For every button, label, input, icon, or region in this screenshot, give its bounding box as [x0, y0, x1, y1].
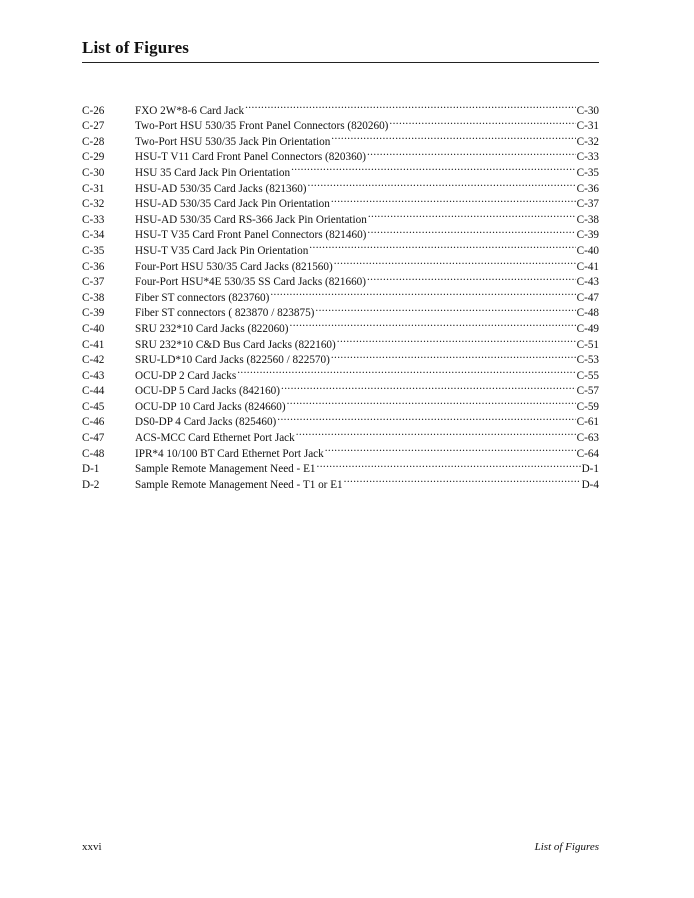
figure-title: Four-Port HSU 530/35 Card Jacks (821560)	[135, 260, 333, 273]
list-item[interactable]	[82, 98, 599, 117]
figure-title: OCU-DP 5 Card Jacks (842160)	[135, 385, 281, 398]
figure-number: C-31	[82, 182, 105, 195]
figure-number: C-48	[82, 447, 105, 460]
figure-number: C-26	[82, 104, 105, 117]
dot-leader	[366, 223, 575, 239]
dot-leader	[236, 363, 575, 379]
figure-number: D-1	[82, 463, 100, 476]
dot-leader	[289, 316, 576, 332]
figure-number: C-35	[82, 244, 105, 257]
figure-number: D-2	[82, 478, 100, 491]
figure-page: C-47	[576, 291, 599, 304]
figure-page: C-40	[576, 244, 599, 257]
figure-number: C-29	[82, 151, 105, 164]
figure-number: C-28	[82, 135, 105, 148]
figure-number: C-46	[82, 416, 105, 429]
figure-page: C-37	[576, 198, 599, 211]
figure-page: C-35	[576, 166, 599, 179]
dot-leader	[366, 270, 576, 286]
figure-page: C-31	[576, 120, 599, 133]
dot-leader	[314, 301, 575, 317]
figure-number: C-37	[82, 276, 105, 289]
dot-leader	[330, 192, 576, 208]
figure-number: C-47	[82, 432, 105, 445]
figure-number: C-36	[82, 260, 105, 273]
dot-leader	[280, 379, 576, 395]
figure-page: C-55	[576, 369, 599, 382]
figure-number: C-42	[82, 354, 105, 367]
dot-leader	[269, 285, 575, 301]
figure-title: FXO 2W*8-6 Card Jack	[135, 104, 245, 117]
figure-title: HSU-T V35 Card Jack Pin Orientation	[135, 244, 309, 257]
figure-number: C-43	[82, 369, 105, 382]
figure-title: Fiber ST connectors ( 823870 / 823875)	[135, 307, 315, 320]
figure-title: HSU 35 Card Jack Pin Orientation	[135, 166, 291, 179]
figure-title: SRU 232*10 C&D Bus Card Jacks (822160)	[135, 338, 336, 351]
figure-title: HSU-T V35 Card Front Panel Connectors (821460)	[135, 229, 367, 242]
figure-title: Sample Remote Management Need - T1 or E1	[135, 478, 343, 491]
figure-title: HSU-AD 530/35 Card Jack Pin Orientation	[135, 198, 330, 211]
figure-number: C-45	[82, 400, 105, 413]
title-rule	[82, 62, 599, 63]
figure-page: C-43	[576, 276, 599, 289]
figure-page: D-4	[581, 478, 599, 491]
figure-title: HSU-AD 530/35 Card Jacks (821360)	[135, 182, 307, 195]
figure-page: C-30	[576, 104, 599, 117]
dot-leader	[295, 425, 576, 441]
figure-number: C-34	[82, 229, 105, 242]
dot-leader	[336, 332, 576, 348]
footer-page-number: xxvi	[82, 841, 102, 853]
figure-title: SRU-LD*10 Card Jacks (822560 / 822570)	[135, 354, 330, 367]
figure-title: Four-Port HSU*4E 530/35 SS Card Jacks (821660)	[135, 276, 366, 289]
figure-page: C-36	[576, 182, 599, 195]
figure-list	[82, 98, 599, 491]
figure-title: SRU 232*10 Card Jacks (822060)	[135, 322, 289, 335]
figure-title: ACS-MCC Card Ethernet Port Jack	[135, 432, 295, 445]
figure-title: Fiber ST connectors (823760)	[135, 291, 270, 304]
figure-title: HSU-T V11 Card Front Panel Connectors (820360)	[135, 151, 366, 164]
figure-page: C-32	[576, 135, 599, 148]
dot-leader	[333, 254, 576, 270]
dot-leader	[286, 394, 576, 410]
page-title: List of Figures	[82, 38, 189, 57]
figure-page: C-41	[576, 260, 599, 273]
dot-leader	[316, 457, 581, 473]
figure-number: C-41	[82, 338, 105, 351]
figure-page: C-57	[576, 385, 599, 398]
figure-page: D-1	[581, 463, 599, 476]
figure-title: HSU-AD 530/35 Card RS-366 Jack Pin Orientation	[135, 213, 367, 226]
figure-title: OCU-DP 2 Card Jacks	[135, 369, 237, 382]
figure-number: C-44	[82, 385, 105, 398]
figure-number: C-33	[82, 213, 105, 226]
figure-number: C-39	[82, 307, 105, 320]
figure-page: C-53	[576, 354, 599, 367]
dot-leader	[330, 129, 575, 145]
dot-leader	[388, 114, 575, 130]
dot-leader	[366, 145, 576, 161]
dot-leader	[308, 238, 575, 254]
footer-section-title: List of Figures	[534, 841, 599, 853]
dot-leader	[330, 348, 576, 364]
figure-page: C-38	[576, 213, 599, 226]
dot-leader	[343, 472, 581, 488]
dot-leader	[324, 441, 576, 457]
figure-title: DS0-DP 4 Card Jacks (825460)	[135, 416, 277, 429]
figure-title: Two-Port HSU 530/35 Front Panel Connectors (820260)	[135, 120, 389, 133]
figure-page: C-51	[576, 338, 599, 351]
figure-page: C-61	[576, 416, 599, 429]
figure-number: C-30	[82, 166, 105, 179]
figure-title: Two-Port HSU 530/35 Jack Pin Orientation	[135, 135, 331, 148]
dot-leader	[290, 160, 576, 176]
figure-page: C-49	[576, 322, 599, 335]
figure-number: C-38	[82, 291, 105, 304]
figure-page: C-39	[576, 229, 599, 242]
figure-page: C-63	[576, 432, 599, 445]
figure-page: C-48	[576, 307, 599, 320]
figure-title: Sample Remote Management Need - E1	[135, 463, 316, 476]
dot-leader	[307, 176, 576, 192]
dot-leader	[367, 207, 576, 223]
figure-number: C-27	[82, 120, 105, 133]
figure-number: C-32	[82, 198, 105, 211]
figure-page: C-64	[576, 447, 599, 460]
figure-page: C-59	[576, 400, 599, 413]
figure-page: C-33	[576, 151, 599, 164]
figure-title: IPR*4 10/100 BT Card Ethernet Port Jack	[135, 447, 324, 460]
figure-number: C-40	[82, 322, 105, 335]
dot-leader	[244, 98, 576, 114]
dot-leader	[276, 410, 575, 426]
figure-title: OCU-DP 10 Card Jacks (824660)	[135, 400, 286, 413]
